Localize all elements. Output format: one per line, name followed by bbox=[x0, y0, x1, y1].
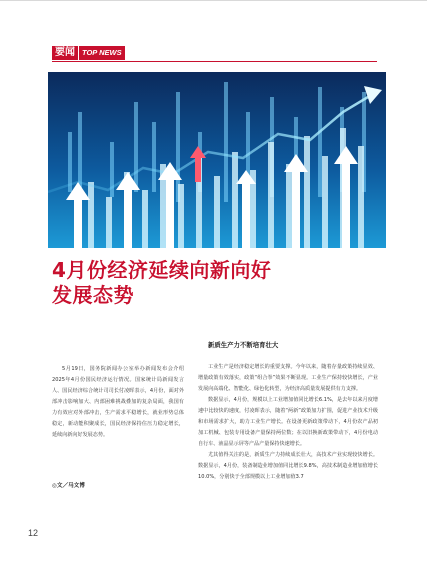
article-title bbox=[52, 258, 382, 308]
article-paragraph: 工业生产是经济稳定增长的重要支撑。今年以来，随着存量政策持续显效、增量政策有效落实，政策“组合拳”效果不断显现。工业生产保持较快增长，产业发展向高端化、智能化、绿色化转型，为经济高质量发展提供有力支撑。 bbox=[198, 364, 378, 392]
article-byline: ◎文／马文博 bbox=[52, 483, 85, 489]
article-paragraph: 尤其值得关注的是，新质生产力持续成长壮大，高技术产业实现较快增长。数据显示，4月份，装备制造业增加值同比增长9.8%，高技术制造业增加值增长10.0%，分别快于全部规模以上工业增加值3.7 bbox=[198, 452, 378, 480]
article-body bbox=[198, 362, 378, 483]
article-lead: 5月19日，国务院新闻办公室举办新闻发布会介绍2025年4月份国民经济运行情况。国家统计局新闻发言人、国民经济综合统计司司长付凌晖表示，4月份，面对外部冲击影响加大、内部困难挑战叠加的复杂局面，我国有力有效应对外部冲击，生产需求平稳增长，就业形势总体稳定，新动能积聚成长，国民经济保持住压力稳定增长，延续向新向好发展态势。 bbox=[52, 366, 184, 438]
page-number: 12 bbox=[28, 528, 39, 538]
stock-chart-arrows-icon bbox=[48, 72, 386, 248]
top-rule bbox=[0, 0, 427, 1]
section-rule bbox=[52, 61, 377, 62]
article-subheading: 新质生产力不断培育壮大 bbox=[208, 341, 279, 349]
section-label-en: TOP NEWS bbox=[79, 46, 125, 60]
article-title-line-2: 发展态势 bbox=[52, 283, 134, 307]
article-paragraph: 数据显示，4月份，规模以上工业增加值同比增长6.1%，是去年以来月度增速中比较快的速度，付凌晖表示，随着“两新”政策加力扩围，促进产业技术升级和市场需求扩大，助力工业生产增长。在设备更新政策带动下，4月份农产品初加工机械、包装专用设备产量保持两位数；在以旧换新政策带动下，4月份电动自行车、液晶显示屏等产品产量保持快速增长。 bbox=[198, 397, 378, 447]
article-title-line-1: 4月份经济延续向新向好 bbox=[52, 258, 272, 282]
hero-image bbox=[48, 72, 386, 248]
section-label-zh: 要闻 bbox=[52, 46, 78, 60]
section-badge bbox=[52, 46, 125, 60]
